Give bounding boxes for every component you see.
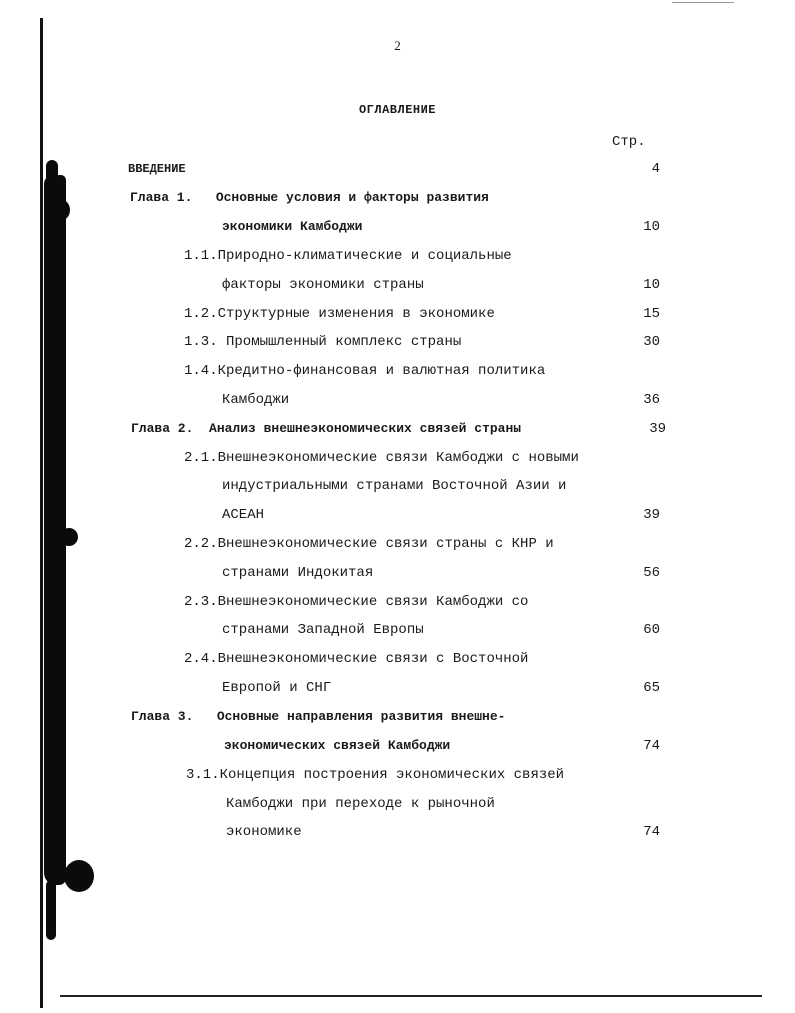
toc-section: экономике [226,824,302,840]
toc-section: 2.1.Внешнеэкономические связи Камбоджи с новыми [184,450,579,466]
toc-page: 39 [649,421,666,437]
scan-ink-blob [60,528,78,546]
scan-ink-blob [46,160,58,200]
toc-section: 1.1.Природно-климатические и социальные [184,248,512,264]
toc-section: АСЕАН [222,507,265,523]
toc-section: индустриальными странами Восточной Азии и [222,478,567,494]
toc-page: 39 [643,507,660,523]
toc-chapter-heading: экономики Камбоджи [222,219,363,234]
scan-ink-blob [54,200,70,220]
scan-ink-blob [64,860,94,892]
toc-chapter-heading: Глава 2. Анализ внешнеэкономических связей страны [131,421,522,436]
toc-page: 10 [643,219,660,235]
toc-page: 4 [651,161,660,177]
toc-page: 65 [643,680,660,696]
toc-section: странами Западной Европы [222,622,424,638]
toc-section: странами Индокитая [222,565,374,581]
toc-page: 15 [643,306,660,322]
toc-page: 74 [643,824,660,840]
toc-section: Камбоджи [222,392,290,408]
page-number: 2 [394,38,401,53]
toc-chapter-heading: Глава 3. Основные направления развития внешне- [131,709,506,724]
toc-section: 2.3.Внешнеэкономические связи Камбоджи со [184,594,529,610]
toc-page: 74 [643,738,660,754]
toc-section: 1.2.Структурные изменения в экономике [184,306,495,322]
scan-ink-blob [46,880,56,940]
scan-left-edge [40,18,43,1008]
pages-column-header: Стр. [612,134,646,150]
toc-page: 30 [643,334,660,350]
toc-page: 36 [643,392,660,408]
toc-section: 2.4.Внешнеэкономические связи с Восточной [184,651,529,667]
toc-section: 1.4.Кредитно-финансовая и валютная политика [184,363,546,379]
toc-intro: ВВЕДЕНИЕ [128,162,186,176]
toc-section: 3.1.Концепция построения экономических связей [186,767,565,783]
scan-bottom-edge [60,995,762,997]
page-title: ОГЛАВЛЕНИЕ [358,103,436,117]
toc-chapter-heading: экономических связей Камбоджи [224,738,451,753]
toc-section: факторы экономики страны [222,277,424,293]
toc-chapter-heading: Глава 1. Основные условия и факторы развития [130,190,489,205]
toc-page: 56 [643,565,660,581]
scan-artifact-line [672,2,734,3]
toc-section: 2.2.Внешнеэкономические связи страны с КНР и [184,536,554,552]
toc-page: 60 [643,622,660,638]
toc-section: 1.3. Промышленный комплекс страны [184,334,462,350]
toc-section: Европой и СНГ [222,680,332,696]
toc-section: Камбоджи при переходе к рыночной [226,796,495,812]
toc-page: 10 [643,277,660,293]
